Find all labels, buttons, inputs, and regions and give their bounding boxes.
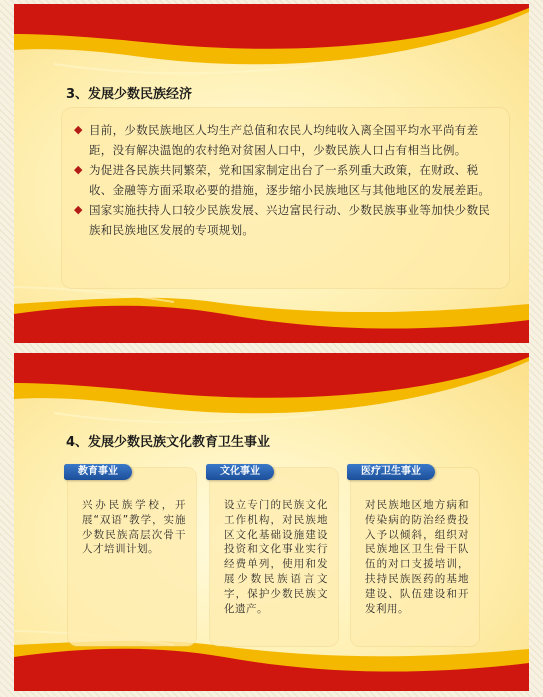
bullet-text: 目前，少数民族地区人均生产总值和农民人均纯收入离全国平均水平尚有差距，没有解决温饱的农村绝对贫困人口中，少数民族人口占有相当比例。 [89, 123, 479, 157]
content-panel [62, 108, 509, 288]
section-heading: 4、发展少数民族文化教育卫生事业 [66, 435, 271, 450]
section-heading: 3、发展少数民族经济 [66, 87, 193, 102]
diamond-bullet-icon: ◆ [74, 123, 83, 136]
slide-culture-education-health [14, 353, 529, 691]
card-text: 兴办民族学校，开展“双语”教学，实施少数民族高层次骨干人才培训计划。 [82, 499, 186, 556]
slide-economy [14, 4, 529, 343]
bullet-text: 国家实施扶持人口较少民族发展、兴边富民行动、少数民族事业等加快少数民族和民族地区发展的专项规划。 [89, 203, 491, 237]
card-tag: 教育事业 [64, 464, 132, 480]
card-tag: 文化事业 [206, 464, 274, 480]
card-health [351, 468, 479, 646]
diamond-bullet-icon: ◆ [74, 163, 83, 176]
list-item [74, 120, 497, 160]
card-tag: 医疗卫生事业 [347, 464, 435, 480]
bullet-text: 为促进各民族共同繁荣，党和国家制定出台了一系列重大政策，在财政、税收、金融等方面采取必要的措施，逐步缩小民族地区与其他地区的发展差距。 [89, 163, 491, 197]
card-education [68, 468, 196, 646]
card-text: 对民族地区地方病和传染病的防治经费投入予以倾斜，组织对民族地区卫生骨干队伍的对口支援培训，扶持民族医药的基地建设、队伍建设和开发利用。 [365, 499, 469, 615]
list-item [74, 200, 497, 240]
diamond-bullet-icon: ◆ [74, 203, 83, 216]
card-text: 设立专门的民族文化工作机构，对民族地区文化基础设施建设投资和文化事业实行经费单列，使用和发展少数民族语言文字，保护少数民族文化遗产。 [224, 499, 328, 615]
card-culture [210, 468, 338, 646]
list-item [74, 160, 497, 200]
bullet-list [74, 120, 497, 240]
